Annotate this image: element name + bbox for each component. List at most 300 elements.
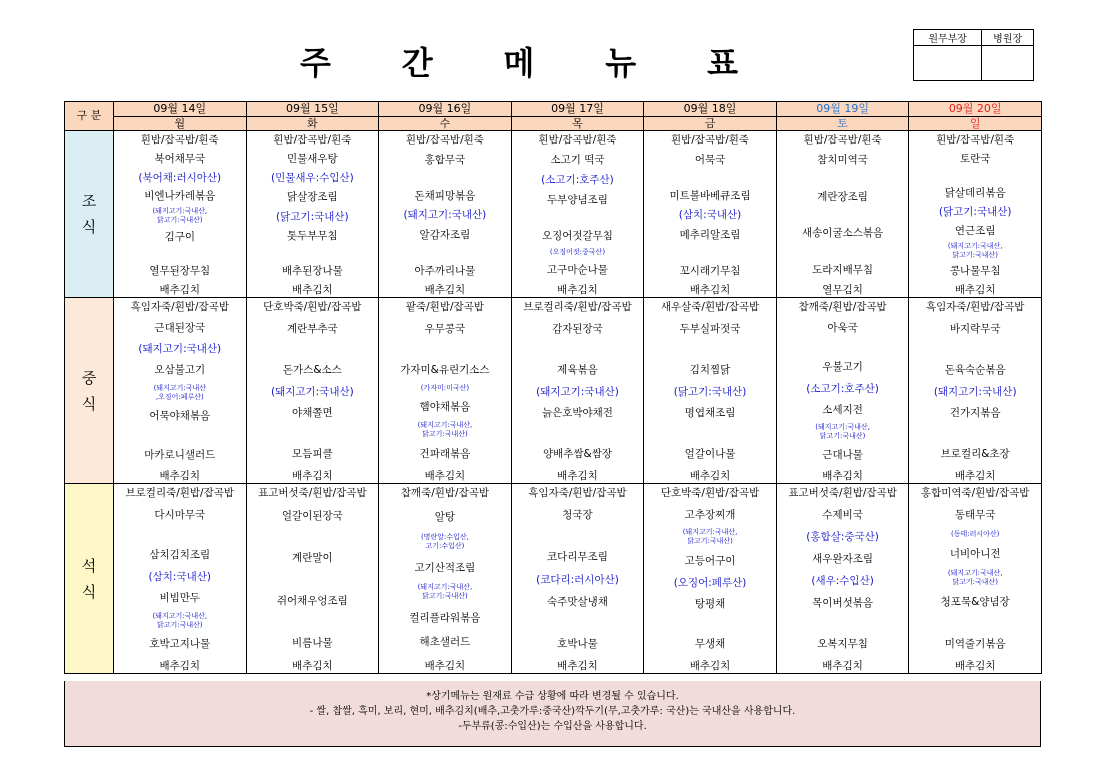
menu-item: 다시마무국 <box>154 508 206 521</box>
menu-item: 아욱국 <box>827 322 858 335</box>
menu-item-group <box>909 446 1041 461</box>
menu-item-group <box>777 658 909 673</box>
menu-item-group <box>512 636 644 651</box>
menu-item-group <box>512 299 644 314</box>
menu-item: 새우살죽/흰밥/잡곡밥 <box>660 301 760 313</box>
menu-item-group <box>114 320 246 335</box>
note-line: *상기메뉴는 원재료 수급 상황에 따라 변경될 수 있습니다. <box>426 691 679 702</box>
menu-item-group <box>909 384 1041 399</box>
day-date-header: 09월 18일 <box>644 102 777 117</box>
origin-note: (돼지고기:국내산, <box>815 422 870 431</box>
menu-item: 배추김치 <box>424 470 466 482</box>
menu-item-group <box>114 132 246 147</box>
menu-item-group <box>909 282 1041 297</box>
menu-item: 배추김치 <box>292 660 333 672</box>
menu-item-group <box>909 185 1041 200</box>
menu-item <box>379 246 511 258</box>
origin-note: (닭고기:국내산) <box>938 206 1012 218</box>
menu-item-group <box>512 282 644 297</box>
menu-item: 흰밥/잡곡밥/흰죽 <box>803 134 882 146</box>
menu-item: 근대나물 <box>822 448 863 461</box>
menu-item-group <box>777 152 909 167</box>
menu-item: 배추된장나물 <box>281 264 343 277</box>
origin-note: 닭고기:국내산) <box>687 537 733 546</box>
menu-item: 배추김치 <box>159 470 201 482</box>
menu-item-group <box>909 569 1041 587</box>
menu-item <box>247 343 379 355</box>
menu-item: 열무된장무침 <box>149 265 211 278</box>
menu-item: 배추김치 <box>292 284 333 296</box>
menu-item: 계란장조림 <box>817 190 868 203</box>
day-name-header: 수 <box>379 117 512 131</box>
menu-item-group <box>777 595 909 610</box>
menu-item-group <box>644 446 776 461</box>
menu-item-group <box>644 384 776 399</box>
day-name-header: 토 <box>776 117 909 131</box>
menu-item-group <box>644 575 776 590</box>
menu-item <box>644 427 776 439</box>
menu-item-group <box>114 590 246 605</box>
menu-item: 호박고지나물 <box>149 638 211 651</box>
note-line: -두부류(콩:수입산)는 수입산을 사용합니다. <box>458 721 647 732</box>
menu-item-group <box>909 658 1041 673</box>
menu-item-group <box>512 549 644 564</box>
menu-cell <box>644 298 777 484</box>
menu-item: 배추김치 <box>424 659 466 672</box>
menu-item-group <box>247 384 379 399</box>
menu-item: 쥐어채우엉조림 <box>276 594 348 607</box>
menu-item: 야채쫄면 <box>292 407 333 420</box>
menu-cell <box>511 484 644 674</box>
menu-item-group <box>114 151 246 166</box>
menu-item-group <box>909 170 1041 182</box>
origin-note: (돼지고기:국내산) <box>933 385 1017 398</box>
menu-item-group <box>114 429 246 441</box>
menu-item-group <box>777 299 909 314</box>
menu-item: 연근조림 <box>954 224 996 237</box>
menu-item-group <box>909 362 1041 377</box>
menu-item <box>512 212 644 224</box>
menu-item: 흰밥/잡곡밥/흰죽 <box>273 134 352 146</box>
menu-item-group <box>247 468 379 483</box>
weekly-menu-table <box>64 101 1042 674</box>
title-char: 메 <box>503 44 537 82</box>
menu-item-group <box>114 485 246 500</box>
menu-cell <box>114 298 247 484</box>
menu-item-group <box>909 636 1041 651</box>
menu-item-group <box>114 170 246 185</box>
menu-item: 오복지무침 <box>817 638 868 650</box>
menu-item-group <box>644 227 776 242</box>
menu-item-group <box>512 132 644 147</box>
menu-item-group <box>379 583 511 601</box>
menu-item: 두부실파젓국 <box>679 322 741 335</box>
title-char: 뉴 <box>605 44 639 82</box>
day-name-header: 목 <box>511 117 644 131</box>
menu-item: 양배추쌈&쌈장 <box>542 448 612 461</box>
menu-item-group <box>114 569 246 584</box>
menu-item-group <box>114 188 246 203</box>
meal-label-breakfast <box>65 131 114 298</box>
menu-item: 두부양념조림 <box>547 193 608 206</box>
menu-item: 표고버섯죽/흰밥/잡곡밥 <box>258 487 367 499</box>
menu-item: 메추리알조림 <box>679 228 741 241</box>
menu-item-group <box>777 507 909 522</box>
menu-item-group <box>114 507 246 522</box>
title-char: 표 <box>707 44 740 82</box>
menu-item-group <box>909 321 1041 336</box>
approval-sign-1[interactable] <box>914 46 982 81</box>
menu-item-group <box>379 634 511 649</box>
menu-item-group <box>909 242 1041 260</box>
menu-item-group <box>247 299 379 314</box>
menu-item <box>379 343 511 355</box>
menu-cell <box>246 484 379 674</box>
origin-note: (돼지고기:국내산, <box>682 528 738 537</box>
menu-item-group <box>114 229 246 244</box>
page-title <box>300 38 740 84</box>
menu-item <box>247 573 379 585</box>
menu-item-group <box>644 132 776 147</box>
menu-item-group <box>379 263 511 278</box>
menu-item: 북어채무국 <box>154 152 206 165</box>
menu-item: 닭살데리볶음 <box>944 187 1006 200</box>
menu-item: 바지락무국 <box>949 322 1001 335</box>
menu-item: 고기산적조림 <box>414 561 476 574</box>
menu-item: 숙주맛살냉채 <box>547 595 608 608</box>
origin-note: (명란알:수입산, <box>420 532 469 541</box>
origin-note: (북어채:러시아산) <box>138 171 222 184</box>
menu-item: 흑임자죽/흰밥/잡곡밥 <box>926 301 1025 313</box>
menu-item-group <box>247 209 379 224</box>
menu-item-group <box>644 507 776 522</box>
origin-note: (돼지고기:국내산, <box>152 207 208 215</box>
origin-note: (오징어젓:중국산) <box>549 248 606 257</box>
menu-item-group <box>512 572 644 587</box>
approval-sign-2[interactable] <box>982 46 1034 81</box>
menu-item-group <box>909 468 1041 483</box>
menu-item <box>512 616 644 628</box>
menu-item-group <box>247 228 379 243</box>
menu-item: 배추김치 <box>292 470 333 482</box>
menu-item: 꼬시래기무침 <box>679 264 741 277</box>
day-date-header: 09월 20일 <box>909 102 1042 117</box>
day-date-header: 09월 19일 <box>776 102 909 117</box>
menu-cell <box>114 131 247 298</box>
menu-item: 배추김치 <box>822 470 863 482</box>
menu-item: 너비아니전 <box>949 548 1001 561</box>
menu-item-group <box>512 530 644 542</box>
menu-item: 삼치김치조림 <box>149 548 211 561</box>
menu-item-group <box>644 658 776 673</box>
menu-item: 돈채피망볶음 <box>414 189 476 202</box>
origin-note: (돼지고기:국내산, <box>947 568 1003 577</box>
menu-cell <box>379 298 512 484</box>
menu-item-group <box>379 188 511 203</box>
menu-item: 탕평채 <box>694 598 726 611</box>
origin-note: 닭고기:국내산) <box>952 250 999 259</box>
origin-note: 닭고기:국내산) <box>422 592 468 601</box>
menu-item: 민물새우탕 <box>286 153 338 166</box>
menu-item: 해초샐러드 <box>419 636 471 649</box>
menu-item: 배추김치 <box>689 470 731 482</box>
menu-item-group <box>777 485 909 500</box>
menu-cell <box>909 131 1042 298</box>
menu-item-group <box>379 227 511 242</box>
origin-note: (새우:수입산) <box>811 575 874 587</box>
menu-item-group <box>777 529 909 544</box>
menu-cell <box>114 484 247 674</box>
menu-item: 아주까리나물 <box>414 264 476 277</box>
menu-item: 참치미역국 <box>817 153 868 166</box>
menu-item-group <box>114 263 246 278</box>
menu-item-group <box>114 384 246 402</box>
origin-note: (가자미:미국산) <box>420 383 470 392</box>
menu-cell <box>776 131 909 298</box>
menu-item: 배추김치 <box>689 284 731 296</box>
menu-item: 미역줄기볶음 <box>944 637 1006 650</box>
menu-item-group <box>247 321 379 336</box>
menu-item-group <box>644 427 776 439</box>
menu-item <box>777 341 909 353</box>
menu-item: 우불고기 <box>822 361 863 374</box>
menu-item-group <box>909 594 1041 609</box>
menu-item-group <box>114 248 246 260</box>
menu-item-group <box>909 132 1041 147</box>
menu-item-group <box>644 405 776 420</box>
menu-item: 흰밥/잡곡밥/흰죽 <box>936 134 1015 146</box>
menu-item: 코다리무조림 <box>547 551 608 564</box>
menu-item: 배추김치 <box>954 660 996 672</box>
menu-item <box>777 209 909 221</box>
menu-item: 건가지볶음 <box>949 407 1001 420</box>
origin-note: (돼지고기:국내산) <box>403 209 487 221</box>
menu-item-group <box>909 151 1041 166</box>
menu-item <box>512 530 644 542</box>
title-char: 주 <box>300 44 333 82</box>
menu-item-group <box>909 507 1041 522</box>
menu-item: 감자된장국 <box>552 322 603 335</box>
meal-label-char: 식 <box>81 394 97 413</box>
menu-item <box>644 171 776 183</box>
menu-cell <box>776 298 909 484</box>
menu-item-group <box>379 132 511 147</box>
menu-item-group <box>777 402 909 417</box>
menu-item-group <box>379 152 511 167</box>
menu-item: 마카로니샐러드 <box>144 448 216 461</box>
menu-item: 얼갈이나물 <box>684 448 736 461</box>
menu-item-group <box>644 468 776 483</box>
menu-item-group <box>644 207 776 222</box>
menu-item: 소고기 떡국 <box>550 153 605 166</box>
menu-item-group <box>247 635 379 650</box>
menu-item-group <box>247 485 379 500</box>
menu-item-group <box>644 152 776 167</box>
origin-note: (돼지고기:국내산) <box>138 343 222 356</box>
menu-item <box>777 245 909 257</box>
menu-item: 모듬피클 <box>292 448 333 461</box>
menu-item <box>114 429 246 441</box>
menu-item: 오징어젓갈무침 <box>541 230 613 243</box>
menu-item: 흰밥/잡곡밥/흰죽 <box>140 134 219 146</box>
menu-item-group <box>644 528 776 546</box>
menu-item <box>247 531 379 543</box>
menu-item: 가자미&유린기소스 <box>400 363 490 376</box>
menu-item-group <box>379 421 511 439</box>
menu-item: 브로컬리&초장 <box>940 448 1010 461</box>
menu-item: 청포묵&양념장 <box>940 595 1010 608</box>
menu-item-group <box>777 262 909 277</box>
menu-item-group <box>909 263 1041 278</box>
origin-note: 닭고기:국내산) <box>422 430 468 439</box>
menu-item: 닭살장조림 <box>286 191 338 204</box>
menu-item: 배추김치 <box>954 470 996 482</box>
menu-item-group <box>247 362 379 377</box>
menu-item: 김구이 <box>164 230 195 243</box>
menu-cell <box>909 298 1042 484</box>
origin-note: (돼지고기:국내산) <box>270 385 354 398</box>
origin-note: (돼지고기:국내산) <box>536 385 619 398</box>
day-name-header: 금 <box>644 117 777 131</box>
menu-item-group <box>379 610 511 625</box>
menu-item: 근대된장국 <box>154 322 206 335</box>
origin-note: 닭고기:국내산) <box>156 620 203 629</box>
menu-item-group <box>114 341 246 356</box>
menu-item-group <box>777 172 909 184</box>
menu-item-group <box>644 263 776 278</box>
menu-item-group <box>777 320 909 335</box>
origin-note: (동태:러시아산) <box>950 529 1000 538</box>
menu-item: 배추김치 <box>822 660 863 672</box>
menu-item-group <box>379 171 511 183</box>
menu-item-group <box>114 636 246 651</box>
menu-item-group <box>247 132 379 147</box>
day-date-header: 09월 16일 <box>379 102 512 117</box>
menu-item-group <box>644 171 776 183</box>
menu-item: 단호박죽/흰밥/잡곡밥 <box>660 487 760 499</box>
menu-item-group <box>247 405 379 420</box>
menu-item: 비빔만두 <box>159 592 201 605</box>
menu-item: 김치찜닭 <box>689 363 731 376</box>
menu-item-group <box>512 507 644 522</box>
menu-cell <box>644 131 777 298</box>
menu-item-group <box>777 423 909 441</box>
note-line: - 쌀, 찹쌀, 흑미, 보리, 현미, 배추김치(배추,고춧가루:중국산)깍두기(무,고춧가루: 국산)는 국내산을 사용합니다. <box>309 706 796 717</box>
day-date-header: 09월 17일 <box>511 102 644 117</box>
menu-item: 흑임자죽/흰밥/잡곡밥 <box>528 487 627 499</box>
menu-cell <box>246 131 379 298</box>
menu-item <box>512 427 644 439</box>
menu-item-group <box>379 321 511 336</box>
meal-label-char: 중 <box>81 368 97 387</box>
menu-item-group <box>512 362 644 377</box>
menu-item-group <box>512 468 644 483</box>
menu-item-group <box>909 299 1041 314</box>
menu-item <box>909 616 1041 628</box>
menu-item-group <box>512 485 644 500</box>
menu-item-group <box>644 596 776 611</box>
menu-item: 수제비국 <box>822 509 863 521</box>
menu-item-group <box>247 573 379 585</box>
origin-note: 닭고기:국내산) <box>819 431 866 440</box>
menu-item: 비엔나카레볶음 <box>144 190 216 203</box>
origin-note: (돼지고기:국내산, <box>947 241 1003 250</box>
notes-box <box>64 681 1041 747</box>
menu-item-group <box>909 405 1041 420</box>
menu-item <box>247 427 379 439</box>
menu-item-group <box>777 359 909 374</box>
menu-item: 알탕 <box>434 510 456 523</box>
menu-item: 어묵야채볶음 <box>149 409 211 422</box>
menu-item: 흑임자죽/흰밥/잡곡밥 <box>130 301 229 313</box>
menu-item-group <box>512 594 644 609</box>
menu-item-group <box>909 530 1041 539</box>
origin-note: ,오징어:페루산) <box>155 392 204 401</box>
day-date-header: 09월 15일 <box>246 102 379 117</box>
menu-item <box>909 427 1041 439</box>
menu-item-group <box>379 362 511 377</box>
menu-item-group <box>379 658 511 673</box>
menu-item <box>644 618 776 630</box>
origin-note: (민물새우:수입산) <box>270 172 354 185</box>
approval-box <box>913 29 1034 81</box>
origin-note: 닭고기:국내산) <box>952 577 999 586</box>
menu-item: 단호박죽/흰밥/잡곡밥 <box>263 301 362 313</box>
menu-item: 소세지전 <box>822 403 863 416</box>
menu-item-group <box>247 151 379 166</box>
origin-note: (소고기:호주산) <box>806 382 879 395</box>
menu-item-group <box>512 228 644 243</box>
menu-item-group <box>777 282 909 297</box>
menu-item: 콩나물무침 <box>949 265 1001 278</box>
menu-item-group <box>114 408 246 423</box>
menu-item-group <box>644 343 776 355</box>
meal-label-char: 조 <box>81 192 97 210</box>
menu-item <box>777 172 909 184</box>
menu-item-group <box>247 446 379 461</box>
menu-item: 새우완자조림 <box>812 553 874 565</box>
menu-item: 계란말이 <box>292 552 333 565</box>
menu-item-group <box>247 593 379 608</box>
menu-item-group <box>247 616 379 628</box>
menu-item-group <box>114 658 246 673</box>
approval-label-2: 병원장 <box>982 30 1034 46</box>
title-char: 간 <box>401 44 435 82</box>
menu-item: 배추김치 <box>954 284 996 296</box>
menu-item-group <box>114 362 246 377</box>
meal-label-char: 석 <box>81 556 97 575</box>
meal-label-char: 식 <box>81 582 97 601</box>
menu-item-group <box>512 212 644 224</box>
menu-item: 팥죽/흰밥/잡곡밥 <box>405 301 484 313</box>
menu-item-group <box>909 485 1041 500</box>
meal-label-lunch <box>65 298 114 484</box>
approval-label-1: 원무부장 <box>914 30 982 46</box>
menu-item-group <box>777 617 909 629</box>
menu-item: 계란부추국 <box>286 322 338 335</box>
menu-item: 명엽채조림 <box>684 407 736 420</box>
menu-item <box>512 343 644 355</box>
menu-item-group <box>777 341 909 353</box>
menu-item: 미트볼바베큐조림 <box>669 189 751 202</box>
menu-cell <box>511 298 644 484</box>
origin-note: (돼지고기:국내산 <box>153 383 206 392</box>
menu-item: 목이버섯볶음 <box>812 597 874 609</box>
menu-item: 컬리플라워볶음 <box>409 612 481 625</box>
menu-item: 햄야채볶음 <box>419 401 471 414</box>
menu-item: 토란국 <box>959 152 991 165</box>
menu-item <box>909 343 1041 355</box>
